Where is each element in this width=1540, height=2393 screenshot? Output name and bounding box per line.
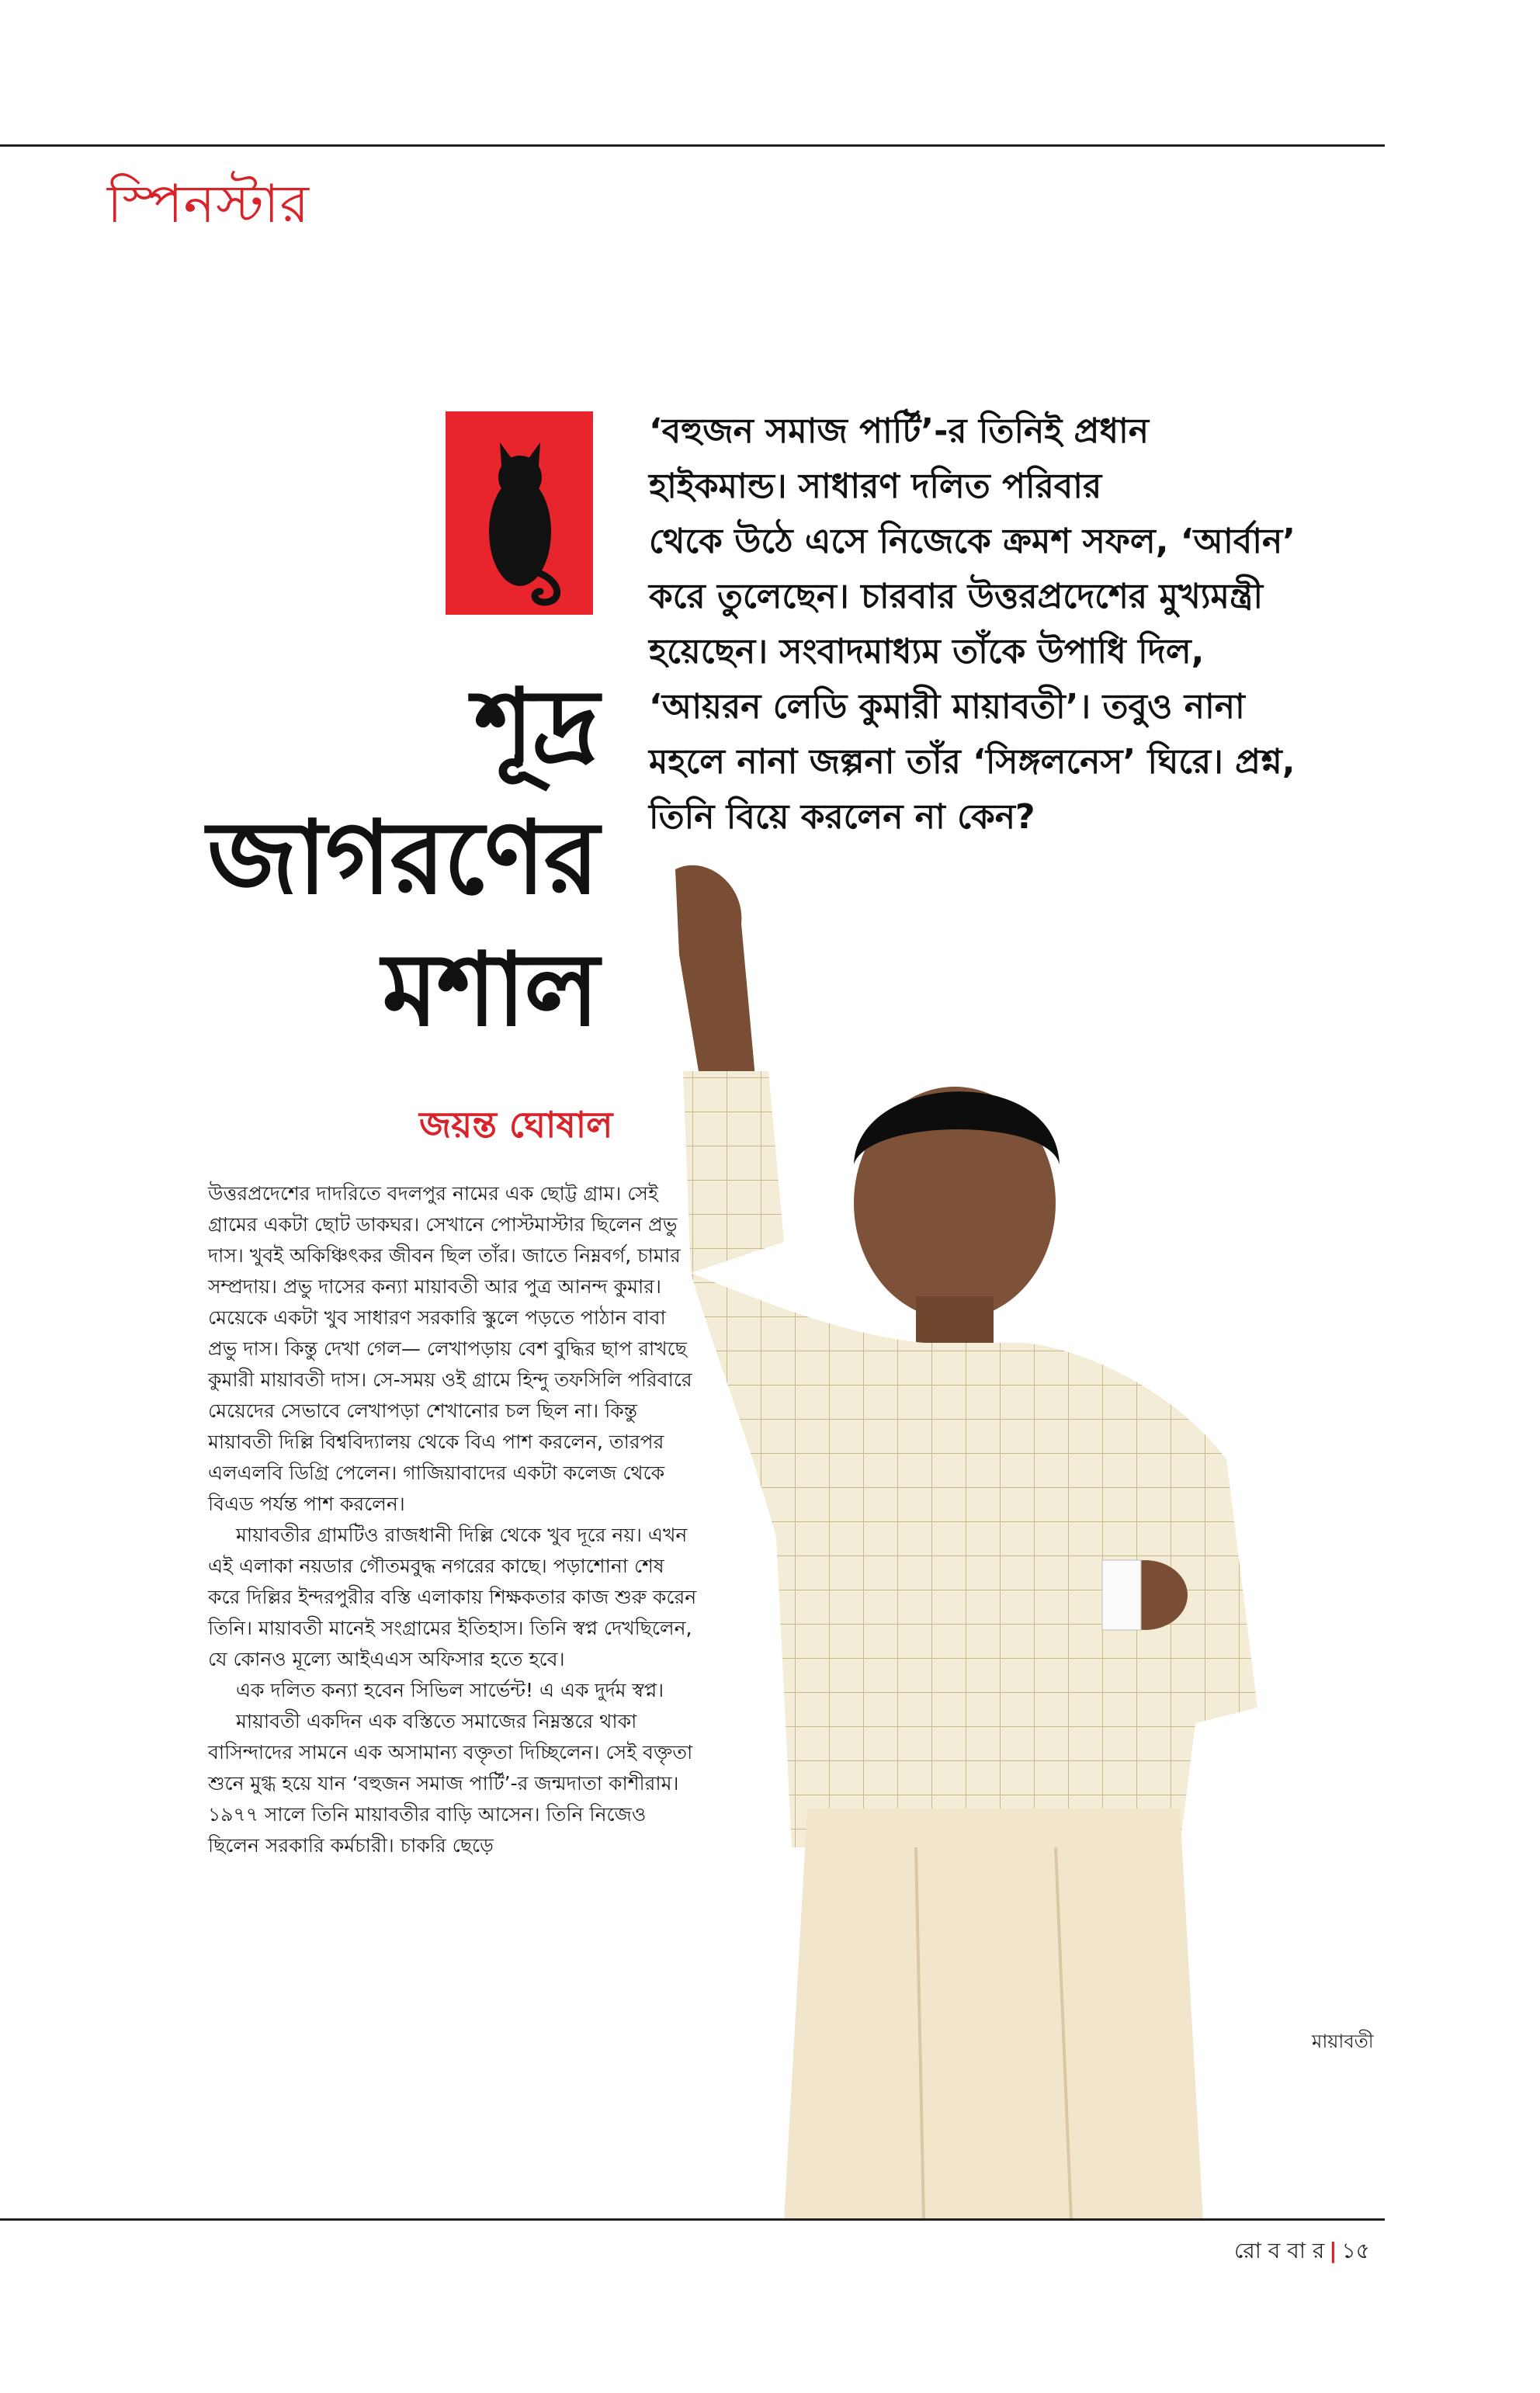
intro-line: মহলে নানা জল্পনা তাঁর ‘সিঙ্গলনেস’ ঘিরে। প্রশ্ন, xyxy=(649,742,1295,782)
section-label: স্পিনস্টার xyxy=(107,174,310,235)
page-number: ১৫ xyxy=(1341,2238,1370,2263)
headline-line: মশাল xyxy=(382,931,598,1049)
headline xyxy=(116,660,598,1056)
body-paragraph: উত্তরপ্রদেশের দাদরিতে বদলপুর নামের এক ছোট্ট গ্রাম। সেই গ্রামের একটা ছোট ডাকঘর। সেখানে পোস্টমাস্টার ছিলেন প্রভু দাস। খুবই অকিঞ্চিৎকর জীবন ছিল তাঁর। জাতে নিম্নবর্গ, চামার সম্প্রদায়। প্রভু দাসের কন্যা মায়াবতী আর পুত্র আনন্দ কুমার। মেয়েকে একটা খুব সাধারণ সরকারি স্কুলে পড়তে পাঠান বাবা প্রভু দাস। কিন্তু দেখা গেল— লেখাপড়ায় বেশ বুদ্ধির ছাপ রাখছে কুমারী মায়াবতী দাস। সে-সময় ওই গ্রামে হিন্দু তফসিলি পরিবারে মেয়েদের সেভাবে লেখাপড়া শেখানোর চল ছিল না। কিন্তু মায়াবতী দিল্লি বিশ্ববিদ্যালয় থেকে বিএ পাশ করলেন, তারপর এলএলবি ডিগ্রি পেলেন। গাজিয়াবাদের একটা কলেজ থেকে বিএড পর্যন্ত পাশ করলেন। xyxy=(208,1182,692,1515)
magazine-name: রো ব বা র xyxy=(1234,2238,1325,2263)
page-folio xyxy=(1234,2234,1370,2270)
folio-separator: | xyxy=(1329,2238,1337,2263)
article-body xyxy=(208,1178,697,1861)
cat-silhouette-icon xyxy=(446,411,593,615)
headline-line: জাগরণের xyxy=(206,799,598,917)
intro-line: হয়েছেন। সংবাদমাধ্যম তাঁকে উপাধি দিল, xyxy=(649,632,1205,671)
intro-line: ‘আয়রন লেডি কুমারী মায়াবতী’। তবুও নানা xyxy=(649,687,1245,727)
byline: জয়ন্ত ঘোষাল xyxy=(419,1104,613,1146)
intro-line: করে তুলেছেন। চারবার উত্তরপ্রদেশের মুখ্যমন্ত্রী xyxy=(649,577,1264,616)
intro-line: তিনি বিয়ে করলেন না কেন? xyxy=(649,797,1035,837)
bottom-rule xyxy=(0,2218,1385,2221)
top-rule xyxy=(0,144,1385,147)
body-paragraph: মায়াবতী একদিন এক বস্তিতে সমাজের নিম্নস্তরে থাকা বাসিন্দাদের সামনে এক অসামান্য বক্তৃতা দিচ্ছিলেন। সেই বক্তৃতা শুনে মুগ্ধ হয়ে যান ‘বহুজন সমাজ পার্টি’-র জন্মদাতা কাশীরাম। ১৯৭৭ সালে তিনি মায়াবতীর বাড়ি আসেন। তিনি নিজেও ছিলেন সরকারি কর্মচারী। চাকরি ছেড়ে xyxy=(208,1710,693,1857)
intro-line: হাইকমান্ড। সাধারণ দলিত পরিবার xyxy=(649,466,1102,506)
photo-caption: মায়াবতী xyxy=(1312,2031,1374,2052)
intro-line: ‘বহুজন সমাজ পার্টি’-র তিনিই প্রধান xyxy=(649,411,1150,451)
headline-line: শূদ্র xyxy=(473,667,598,785)
intro-line: থেকে উঠে এসে নিজেকে ক্রমশ সফল, ‘আর্বান’ xyxy=(649,522,1296,561)
intro-standfirst xyxy=(649,404,1386,844)
portrait-photo xyxy=(590,838,1382,2220)
body-paragraph: মায়াবতীর গ্রামটিও রাজধানী দিল্লি থেকে খুব দূরে নয়। এখন এই এলাকা নয়ডার গৌতমবুদ্ধ নগরের কাছে। পড়াশোনা শেষ করে দিল্লির ইন্দরপুরীর বস্তি এলাকায় শিক্ষকতার কাজ শুরু করেন তিনি। মায়াবতী মানেই সংগ্রামের ইতিহাস। তিনি স্বপ্ন দেখছিলেন, যে কোনও মূল্যে আইএএস অফিসার হতে হবে। xyxy=(208,1524,697,1670)
body-paragraph: এক দলিত কন্যা হবেন সিভিল সার্ভেন্ট! এ এক দুর্দম স্বপ্ন। xyxy=(236,1679,664,1701)
